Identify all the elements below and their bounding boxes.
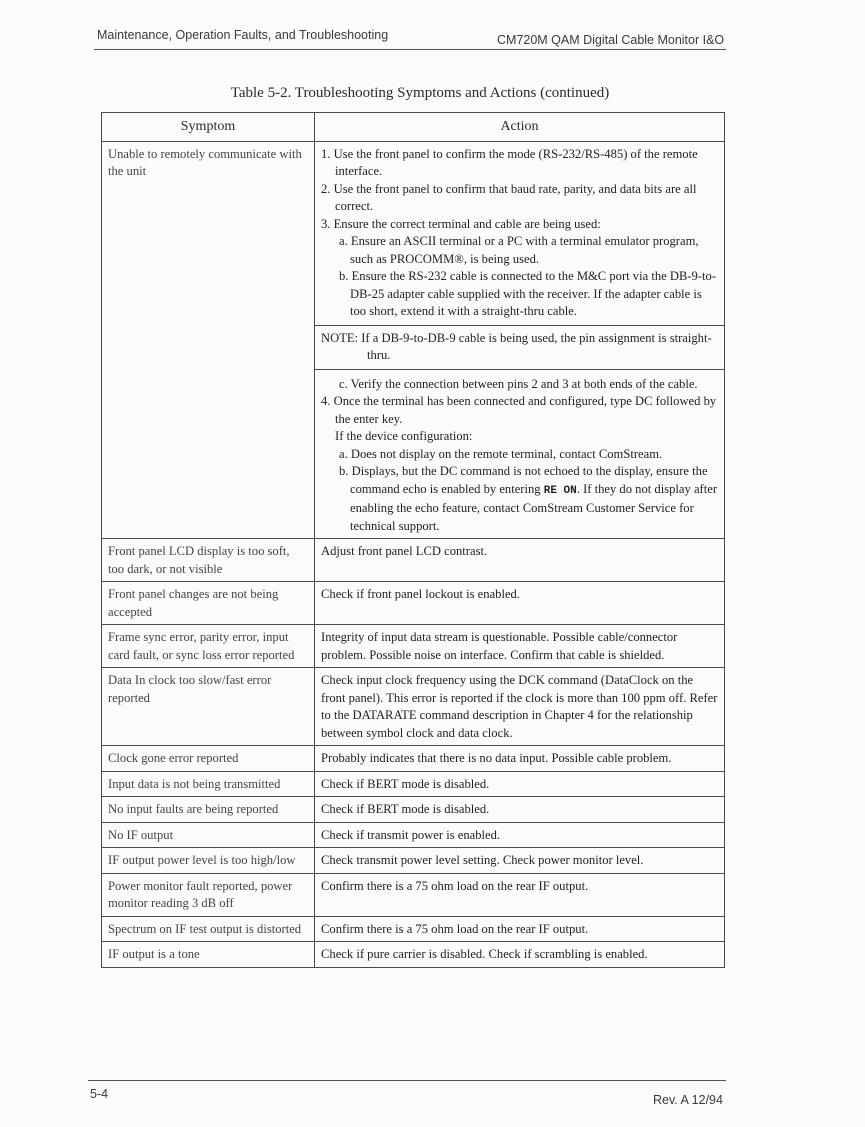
symptom-cell: IF output power level is too high/low bbox=[102, 848, 315, 874]
table-row bbox=[102, 942, 725, 968]
action-step: 3. Ensure the correct terminal and cable are being used: bbox=[321, 216, 601, 231]
command-text: RE ON bbox=[543, 484, 577, 497]
table-row bbox=[102, 668, 725, 746]
table-row bbox=[102, 771, 725, 797]
symptom-cell: Input data is not being transmitted bbox=[102, 771, 315, 797]
symptom-cell: Unable to remotely communicate with the unit bbox=[102, 141, 315, 539]
symptom-cell: Frame sync error, parity error, input card fault, or sync loss error reported bbox=[102, 625, 315, 668]
table-row bbox=[102, 746, 725, 772]
action-text: . If they do not display after enabling the echo feature, contact ComStream Customer Service for technical support. bbox=[350, 481, 718, 533]
symptom-cell: No input faults are being reported bbox=[102, 797, 315, 823]
table-header-row bbox=[102, 113, 725, 142]
page-number: 5-4 bbox=[90, 1087, 109, 1101]
action-cell: Confirm there is a 75 ohm load on the rear IF output. bbox=[315, 873, 725, 916]
action-step: 1. Use the front panel to confirm the mode (RS-232/RS-485) of the remote interface. bbox=[321, 146, 698, 178]
action-cell: Probably indicates that there is no data input. Possible cable problem. bbox=[315, 746, 725, 772]
action-substep: a. Ensure an ASCII terminal or a PC with a terminal emulator program, such as PROCOMM®, is being used. bbox=[339, 234, 699, 266]
symptom-cell: Front panel changes are not being accepted bbox=[102, 582, 315, 625]
running-header-left: Maintenance, Operation Faults, and Troubleshooting bbox=[97, 28, 389, 42]
table-row bbox=[102, 539, 725, 582]
action-cell: Adjust front panel LCD contrast. bbox=[315, 539, 725, 582]
action-cell: Check if BERT mode is disabled. bbox=[315, 771, 725, 797]
note-box bbox=[315, 325, 724, 370]
table-caption: Table 5-2. Troubleshooting Symptoms and Actions (continued) bbox=[230, 85, 610, 101]
action-text: b. Displays, but the DC command is not echoed to the display, ensure the command echo is enabled by entering bbox=[339, 464, 708, 496]
table-row bbox=[102, 797, 725, 823]
action-cell: Check if pure carrier is disabled. Check if scrambling is enabled. bbox=[315, 942, 725, 968]
symptom-cell: Spectrum on IF test output is distorted bbox=[102, 916, 315, 942]
table-row bbox=[102, 916, 725, 942]
action-cell: Check if BERT mode is disabled. bbox=[315, 797, 725, 823]
symptom-cell: Data In clock too slow/fast error reported bbox=[102, 668, 315, 746]
note-text: NOTE: If a DB-9-to-DB-9 cable is being used, the pin assignment is straight-thru. bbox=[321, 330, 712, 362]
action-step: 4. Once the terminal has been connected and configured, type DC followed by the enter key. bbox=[321, 394, 717, 426]
action-cell: Integrity of input data stream is questionable. Possible cable/connector problem. Possible noise on interface. Confirm that cable is shielded. bbox=[315, 625, 725, 668]
action-cell: Check if transmit power is enabled. bbox=[315, 822, 725, 848]
symptom-cell: Power monitor fault reported, power monitor reading 3 dB off bbox=[102, 873, 315, 916]
header-rule bbox=[94, 49, 726, 50]
action-cell: Check input clock frequency using the DCK command (DataClock on the front panel). This error is reported if the clock is more than 100 ppm off. Refer to the DATARATE command description in Chapter 4 for the relationship between symbol clock and data clock. bbox=[315, 668, 725, 746]
symptom-cell: Front panel LCD display is too soft, too dark, or not visible bbox=[102, 539, 315, 582]
symptom-column-header: Symptom bbox=[102, 113, 315, 142]
action-cell: Check transmit power level setting. Check power monitor level. bbox=[315, 848, 725, 874]
revision-label: Rev. A 12/94 bbox=[653, 1093, 723, 1107]
action-substep: a. Does not display on the remote terminal, contact ComStream. bbox=[339, 446, 663, 461]
action-text: If the device configuration: bbox=[335, 429, 473, 443]
table-row bbox=[102, 141, 725, 539]
table-row bbox=[102, 822, 725, 848]
action-substep: b. Ensure the RS-232 cable is connected to the M&C port via the DB-9-to-DB-25 adapter cable supplied with the receiver. If the adapter cable is too short, extend it with a straight-thru cable. bbox=[339, 269, 717, 318]
action-cell bbox=[315, 141, 725, 539]
action-substep bbox=[339, 463, 718, 535]
action-cell: Confirm there is a 75 ohm load on the rear IF output. bbox=[315, 916, 725, 942]
symptom-cell: No IF output bbox=[102, 822, 315, 848]
symptom-cell: IF output is a tone bbox=[102, 942, 315, 968]
symptom-cell: Clock gone error reported bbox=[102, 746, 315, 772]
table-row bbox=[102, 582, 725, 625]
troubleshooting-table bbox=[101, 112, 725, 968]
table-row bbox=[102, 848, 725, 874]
action-column-header: Action bbox=[315, 113, 725, 142]
action-cell: Check if front panel lockout is enabled. bbox=[315, 582, 725, 625]
action-step: 2. Use the front panel to confirm that baud rate, parity, and data bits are all correct. bbox=[321, 181, 697, 213]
running-header-right: CM720M QAM Digital Cable Monitor I&O bbox=[497, 33, 725, 47]
action-substep: c. Verify the connection between pins 2 and 3 at both ends of the cable. bbox=[339, 376, 698, 391]
table-row bbox=[102, 873, 725, 916]
table-row bbox=[102, 625, 725, 668]
footer-rule bbox=[88, 1080, 726, 1081]
